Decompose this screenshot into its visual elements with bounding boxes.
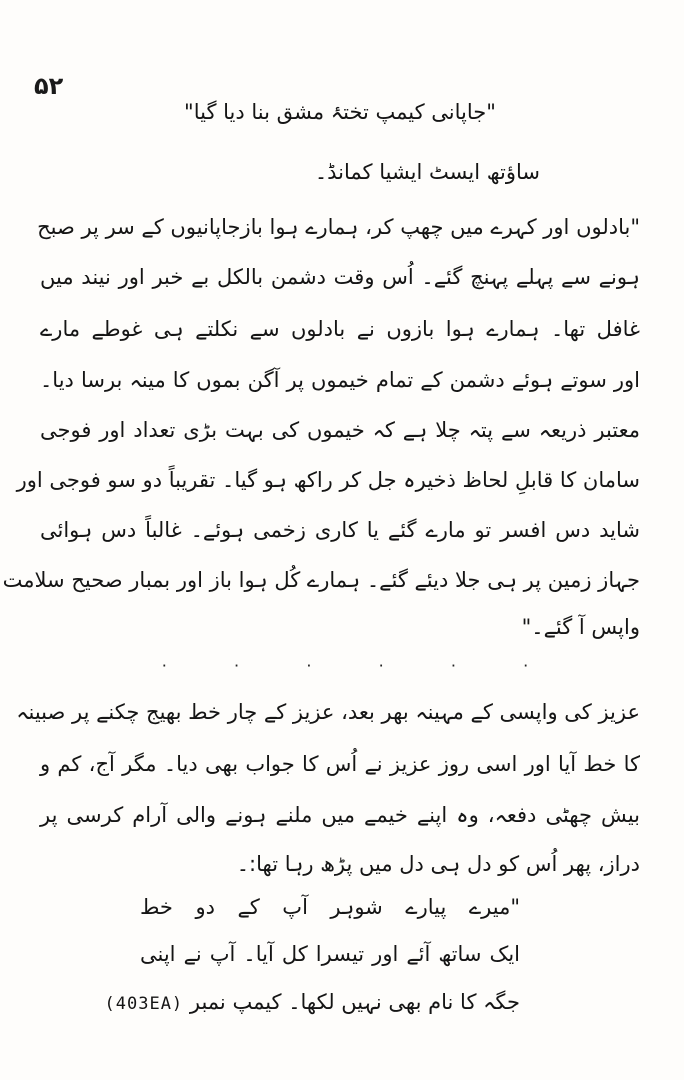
- narrative-line: دراز، پھر اُس کو دل ہی دل میں پڑھ رہا تھا:۔: [236, 852, 640, 876]
- report-line: ہونے سے پہلے پہنچ گئے۔ اُس وقت دشمن بالکل بے خبر اور نیند میں: [40, 265, 640, 289]
- report-line: جہاز زمین پر ہی جلا دیئے گئے۔ ہمارے کُل ہوا باز اور بمبار صحیح سلامت: [2, 568, 640, 592]
- section-separator: [160, 655, 530, 674]
- report-line: اور سوتے ہوئے دشمن کے تمام خیموں پر آگن بموں کا مینہ برسا دیا۔: [40, 368, 640, 392]
- narrative-line: کا خط آیا اور اسی روز عزیز نے اُس کا جواب بھی دیا۔ مگر آج، کم و: [40, 752, 640, 776]
- separator-dot: ۰: [449, 655, 458, 674]
- letter-line: [104, 990, 520, 1014]
- narrative-line: عزیز کی واپسی کے مہینہ بھر بعد، عزیز کے چار خط بھیج چکنے پر صبینہ: [16, 700, 640, 724]
- report-line: "بادلوں اور کہرے میں چھپ کر، ہمارے ہوا بازجاپانیوں کے سر پر صبح: [37, 215, 640, 239]
- separator-dot: ۰: [521, 655, 530, 674]
- separator-dot: ۰: [160, 655, 169, 674]
- report-line: واپس آ گئے۔": [521, 615, 640, 639]
- chapter-subheading: ساؤتھ ایسٹ ایشیا کمانڈ۔: [314, 160, 540, 184]
- separator-dot: ۰: [304, 655, 314, 674]
- separator-dot: ۰: [232, 655, 241, 674]
- camp-code: (403EA): [104, 994, 184, 1014]
- letter-line: "میرے پیارے شوہر آپ کے دو خط: [140, 895, 520, 919]
- letter-line-text: جگہ کا نام بھی نہیں لکھا۔ کیمپ نمبر: [189, 990, 520, 1014]
- narrative-line: بیش چھٹی دفعہ، وہ اپنے خیمے میں ملنے ہونے والی آرام کرسی پر: [40, 803, 640, 827]
- report-line: معتبر ذریعہ سے پتہ چلا ہے کہ خیموں کی بہت بڑی تعداد اور فوجی: [40, 418, 640, 442]
- report-line: سامان کا قابلِ لحاظ ذخیرہ جل کر راکھ ہو گیا۔ تقریباً دو سو فوجی اور: [16, 468, 640, 492]
- page-number: ۵۲: [34, 72, 64, 100]
- report-line: غافل تھا۔ ہمارے ہوا بازوں نے بادلوں سے نکلتے ہی غوطے مارے: [40, 317, 640, 341]
- report-line: شاید دس افسر تو مارے گئے یا کاری زخمی ہوئے۔ غالباً دس ہوائی: [40, 518, 640, 542]
- separator-dot: ۰: [376, 655, 386, 674]
- chapter-heading: "جاپانی کیمپ تختۂ مشق بنا دیا گیا": [184, 100, 496, 124]
- letter-line: ایک ساتھ آئے اور تیسرا کل آیا۔ آپ نے اپنی: [140, 942, 520, 966]
